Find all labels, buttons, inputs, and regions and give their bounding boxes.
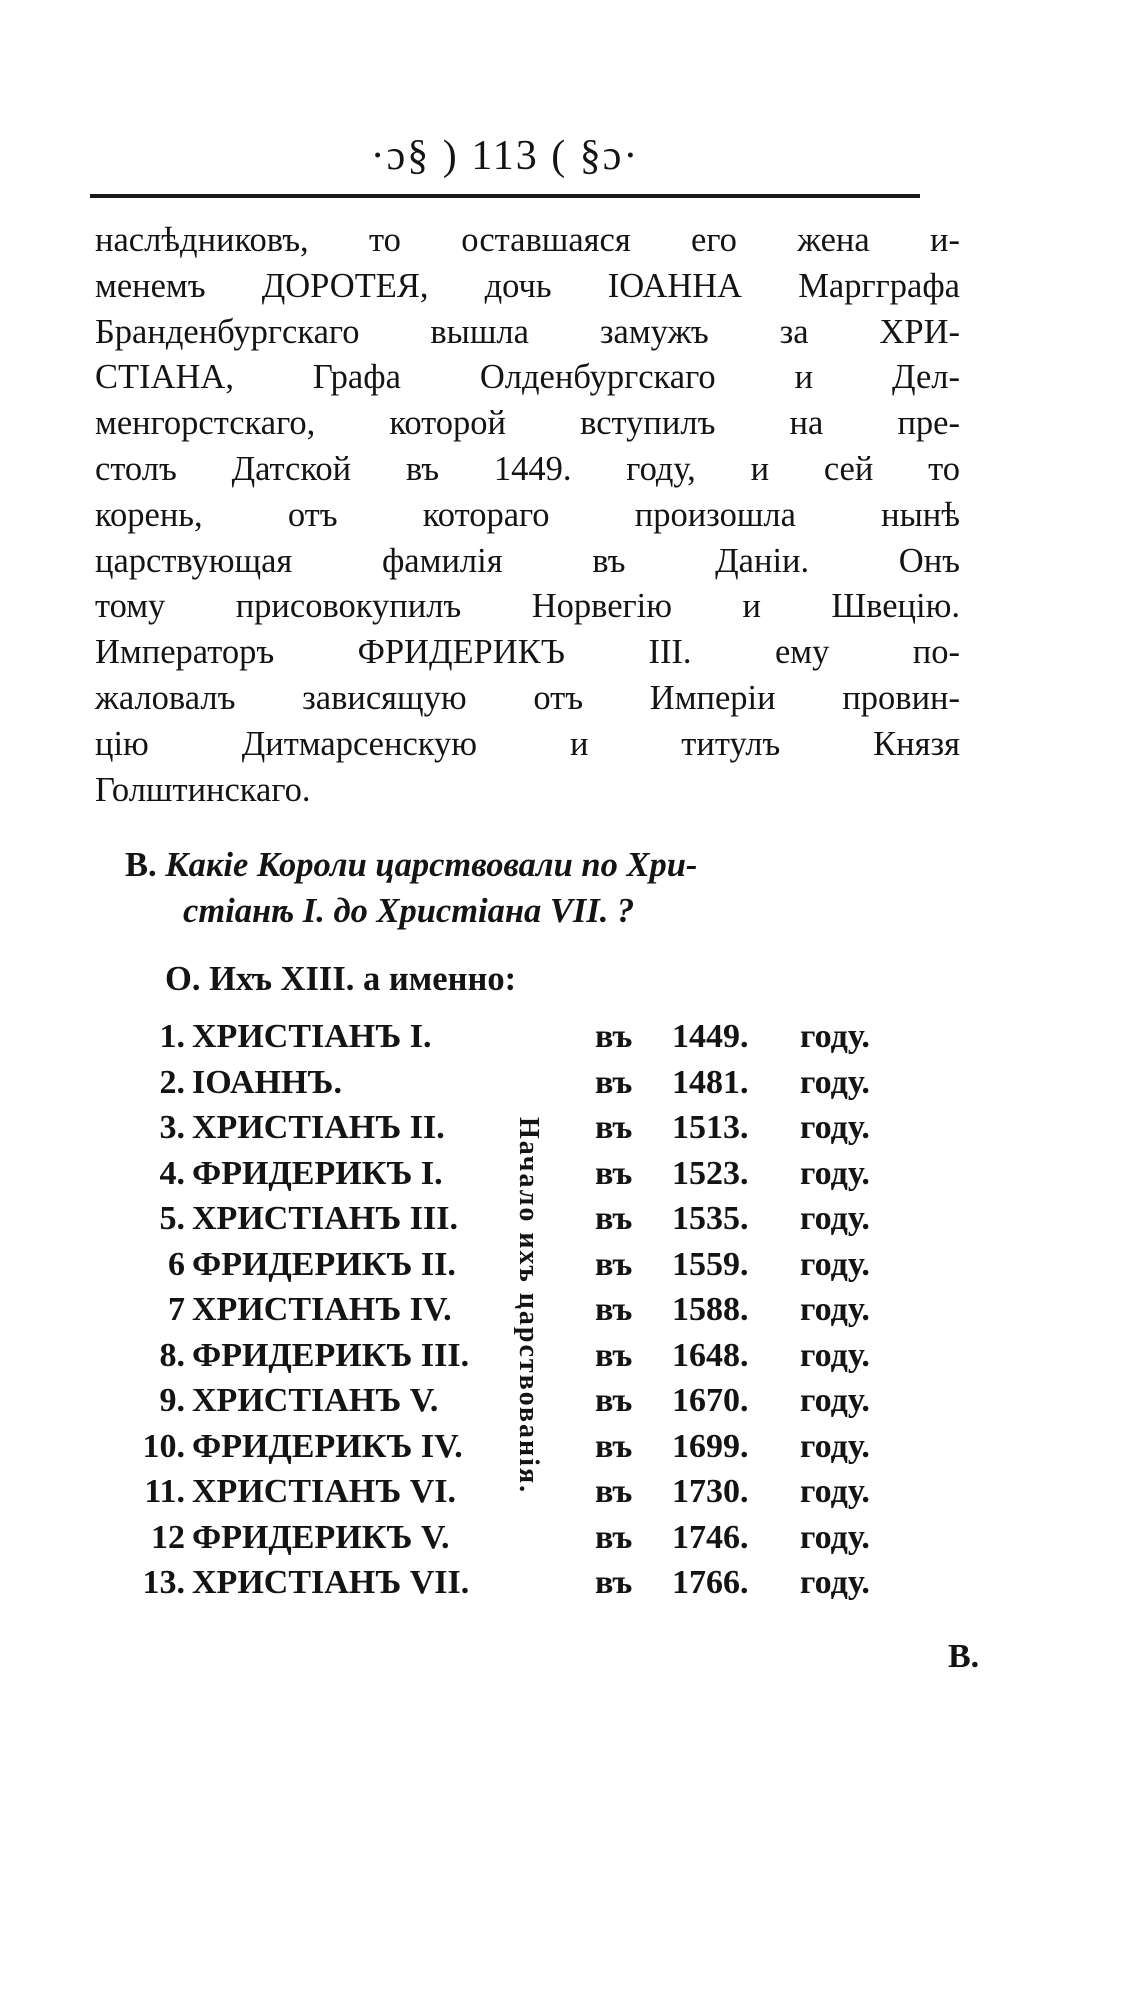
question-letter: В. xyxy=(125,846,157,884)
king-name: ХРИСТІАНЪ VII. xyxy=(192,1564,470,1601)
body-line: царствующая фамилія въ Даніи. Онъ xyxy=(95,541,960,580)
king-year-word: году. xyxy=(800,1063,870,1101)
king-year: 1535. xyxy=(672,1200,749,1237)
question-block xyxy=(125,842,945,934)
king-number: 13. xyxy=(142,1564,185,1601)
king-preposition: въ xyxy=(595,1109,633,1146)
king-name: ХРИСТІАНЪ V. xyxy=(192,1382,439,1419)
king-year: 1670. xyxy=(672,1382,749,1419)
king-year-word: году. xyxy=(800,1245,870,1283)
king-preposition: въ xyxy=(595,1518,633,1556)
king-preposition: въ xyxy=(595,1336,633,1374)
body-line: менгорстскаго, которой вступилъ на пре- xyxy=(95,404,960,443)
king-year: 1699. xyxy=(672,1427,749,1465)
body-line: столъ Датской въ 1449. году, и сей то xyxy=(95,449,960,488)
king-year-word: году. xyxy=(800,1154,870,1192)
king-year: 1513. xyxy=(672,1109,749,1146)
question-line-2: стіанѣ I. до Христіана VII. ? xyxy=(183,892,635,930)
king-year: 1523. xyxy=(672,1154,749,1192)
king-year-word: году. xyxy=(800,1109,870,1146)
king-name: ІОАННЪ. xyxy=(192,1063,342,1101)
body-line: СТІАНА, Графа Олденбургскаго и Дел- xyxy=(95,358,960,397)
king-preposition: въ xyxy=(595,1382,633,1419)
body-line: Императоръ ФРИДЕРИКЪ III. ему по- xyxy=(95,633,960,672)
king-year: 1588. xyxy=(672,1291,749,1328)
running-header-page-number: ·ɔ§ ) 113 ( §ɔ· xyxy=(370,133,640,179)
king-number: 6 xyxy=(168,1245,185,1283)
king-year: 1766. xyxy=(672,1564,749,1601)
king-name: ФРИДЕРИКЪ IV. xyxy=(192,1427,463,1465)
king-preposition: въ xyxy=(595,1200,633,1237)
king-name: ФРИДЕРИКЪ II. xyxy=(192,1245,456,1283)
king-year-word: году. xyxy=(800,1427,870,1465)
body-line: корень, отъ котораго произошла нынѣ xyxy=(95,495,960,534)
body-line: жаловалъ зависящую отъ Имперіи провин- xyxy=(95,678,960,717)
king-number: 11. xyxy=(144,1473,185,1510)
king-name: ФРИДЕРИКЪ V. xyxy=(192,1518,450,1556)
question-text-1: Какіе Короли царствовали по Хри- xyxy=(165,846,698,884)
king-name: ХРИСТІАНЪ I. xyxy=(192,1018,432,1055)
king-year: 1559. xyxy=(672,1245,749,1283)
king-number: 12 xyxy=(151,1518,185,1556)
king-preposition: въ xyxy=(595,1427,633,1465)
king-preposition: въ xyxy=(595,1018,633,1055)
body-line: тому присовокупилъ Норвегію и Швецію. xyxy=(95,587,960,626)
catchword: В. xyxy=(948,1638,980,1675)
king-year-word: году. xyxy=(800,1473,870,1510)
king-year-word: году. xyxy=(800,1291,870,1328)
king-year: 1746. xyxy=(672,1518,749,1556)
king-year: 1648. xyxy=(672,1336,749,1374)
king-number: 7 xyxy=(168,1291,185,1328)
king-number: 3. xyxy=(159,1109,185,1146)
reign-start-label-column xyxy=(500,1018,556,1593)
body-line: наслѣдниковъ, то оставшаяся его жена и- xyxy=(95,221,960,259)
king-number: 1. xyxy=(159,1018,185,1055)
king-preposition: въ xyxy=(595,1154,633,1192)
king-year: 1449. xyxy=(672,1018,749,1055)
king-number: 5. xyxy=(159,1200,185,1237)
king-year-word: году. xyxy=(800,1382,870,1419)
body-line: цію Дитмарсенскую и титулъ Князя xyxy=(95,724,960,763)
king-number: 2. xyxy=(159,1063,185,1101)
king-name: ФРИДЕРИКЪ III. xyxy=(192,1336,470,1374)
king-preposition: въ xyxy=(595,1291,633,1328)
king-name: ХРИСТІАНЪ II. xyxy=(192,1109,445,1146)
king-preposition: въ xyxy=(595,1245,633,1283)
king-year-word: году. xyxy=(800,1518,870,1556)
king-year-word: году. xyxy=(800,1018,870,1055)
king-preposition: въ xyxy=(595,1564,633,1601)
king-name: ХРИСТІАНЪ VI. xyxy=(192,1473,457,1510)
reign-start-label: Начало ихъ царствованія. xyxy=(513,1116,544,1495)
king-name: ХРИСТІАНЪ III. xyxy=(192,1200,458,1237)
king-year-word: году. xyxy=(800,1336,870,1374)
king-preposition: въ xyxy=(595,1473,633,1510)
king-year: 1481. xyxy=(672,1063,749,1101)
king-name: ХРИСТІАНЪ IV. xyxy=(192,1291,452,1328)
body-paragraph xyxy=(95,218,960,813)
king-preposition: въ xyxy=(595,1063,633,1101)
king-number: 9. xyxy=(159,1382,185,1419)
king-name: ФРИДЕРИКЪ I. xyxy=(192,1154,443,1192)
answer-line: О. Ихъ XIII. а именно: xyxy=(165,960,517,998)
king-year: 1730. xyxy=(672,1473,749,1510)
body-line: Голштинскаго. xyxy=(95,770,311,809)
header-rule xyxy=(90,194,920,198)
king-year-word: году. xyxy=(800,1200,870,1237)
body-line: Бранденбургскаго вышла замужъ за ХРИ- xyxy=(95,312,960,351)
question-line-1 xyxy=(125,842,945,888)
body-line: менемъ ДОРОТЕЯ, дочь ІОАННА Маргграфа xyxy=(95,266,960,305)
king-year-word: году. xyxy=(800,1564,870,1601)
king-number: 8. xyxy=(159,1336,185,1374)
king-number: 4. xyxy=(159,1154,185,1192)
king-number: 10. xyxy=(142,1427,185,1465)
